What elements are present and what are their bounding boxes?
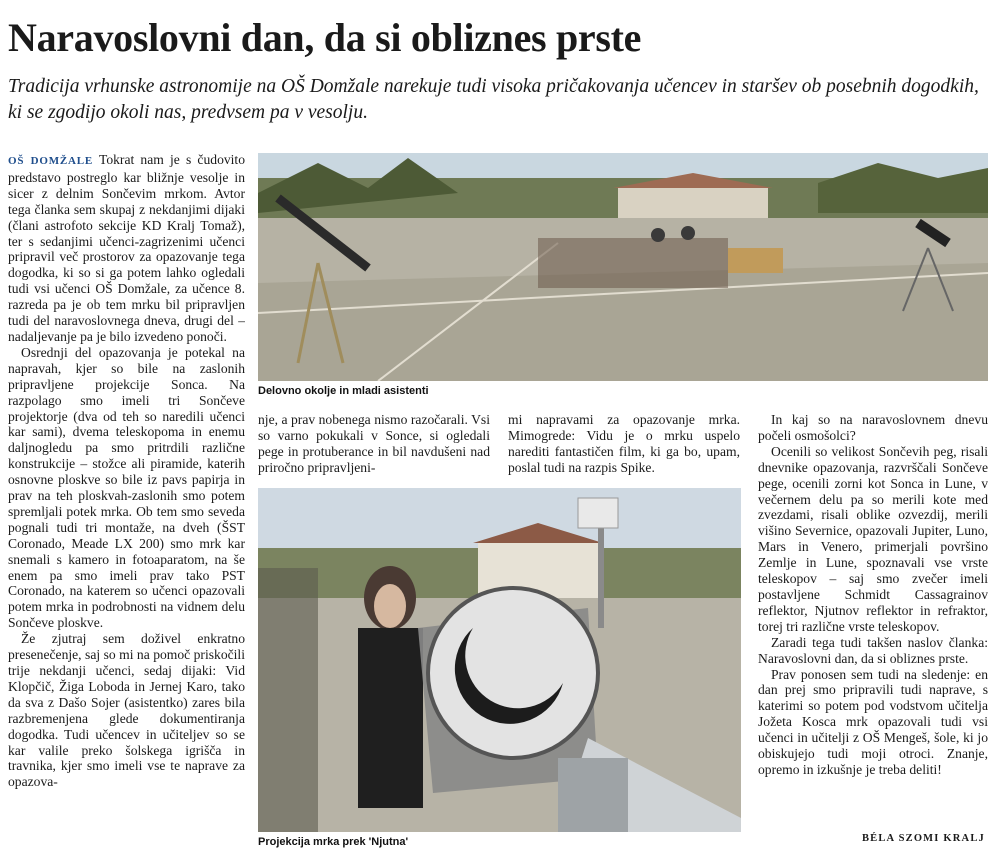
article-lead: Tradicija vrhunske astronomije na OŠ Domžale narekuje tudi visoka pričakovanja učencev in staršev ob posebnih dogodkih, ki se zgodijo okoli nas, predvsem pa v vesolju. — [8, 76, 979, 123]
paragraph: Prav ponosen sem tudi na sledenje: en dan prej smo pripravili tudi naprave, s katerimi so potem pod vodstvom učitelja Jožeta Kosca mrk opazovali tudi vsi učenci in učitelji z OŠ Mengeš, šole, ki jo obiskujejo tudi moji otroci. Znanje, opremo in izkušnje je treba deliti! — [758, 666, 988, 777]
paragraph: Ocenili so velikost Sončevih peg, risali dnevnike opazovanja, razvrščali Sončeve pege, ocenili zorni kot Sonca in Lune, v večernem delu pa so merili kote med zvezdami, risali oblike ozvezdij, merili višino Severnice, opazovali Jupiter, Luno, Mars in Venero, primerjali površino Zemlje in Lune, spoznavali vse vrste teleskopov – saj smo zvečer imeli postavljene Schmidt Cassagrainov reflektor, Njutnov reflektor in refraktor, torej tri različne vrste teleskopov. — [758, 443, 988, 634]
location-label: OŠ DOMŽALE — [8, 155, 94, 167]
article-column-1 — [8, 152, 245, 852]
paragraph: Že zjutraj sem doživel enkratno presenečenje, saj so mi na pomoč priskočili trije nekdanji učenci, sedaj dijaki: Vid Klopčič, Žiga Loboda in Jernej Karo, tako da sva z Dašo Sojer (asistentko) zares bila razbremenjena glede dokumentiranja dogodka. Tudi učencev in učiteljev so se kar valile preko šolskega igrišča in travnika, kjer smo imeli vse te naprave za opazova- — [8, 631, 245, 790]
paragraph: In kaj so na naravoslovnem dnevu počeli osmošolci? — [758, 412, 988, 443]
paragraph: nje, a prav nobenega nismo razočarali. Vsi so varno pokukali v Sonce, si ogledali pege in protuberance in bil navdušeni nad priročno pripravljeni- — [258, 412, 490, 475]
paragraph: OŠ DOMŽALE Tokrat nam je s čudovito predstavo postreglo kar bližnje vesolje in sicer z delnim Sončevim mrkom. Avtor tega članka sem skupaj z nekdanjimi dijaki (člani astrofoto sekcije KD Kralj Tomaž), ter s sedanjimi učenci-zagrizenimi učenci pripravil več prostorov za opazovanje tega dogodka, ki so si ga potem lahko ogledali tudi vsi učenci OŠ Domžale, za učence 8. razreda pa je ob tem mrku bil pripravljen tudi del naravoslovnega dneva, drugi del – nadaljevanje pa je bilo izvedeno ponoči. — [8, 152, 245, 344]
paragraph: Zaradi tega tudi takšen naslov članka: Naravoslovni dan, da si obliznes prste. — [758, 634, 988, 666]
author-byline: BÉLA SZOMI KRALJ — [861, 833, 985, 844]
photo-observation-field — [258, 153, 988, 381]
article-headline: Naravoslovni dan, da si obliznes prste — [8, 15, 642, 60]
photo-caption-2: Projekcija mrka prek 'Njutna' — [258, 836, 409, 848]
article-column-2 — [258, 412, 490, 476]
photo-eclipse-projection — [258, 488, 741, 832]
paragraph: Osrednji del opazovanja je potekal na napravah, kjer so bile na zaslonih pripravljene projekcije Sonca. Na razpolago smo imeli tri Sončeve projektorje (dva od teh so naredili učenci kar sami), dvema teleskopoma in enemu daljnogledu pa smo pritrdili različne konstrukcije – stožce ali piramide, katerih osnovne ploskve so bile iz pavs papirja in prav na teh ploskvah-zaslonih smo potem spremljali potek mrka. Ob tem smo seveda pognali tudi tri montaže, na dveh (ŠST Coronado, Meade LX 200) smo mrk kar snemali s kamero in fotoaparatom, na še enem pa smo imeli prav tako PST Coronado, na katerem so učenci opazovali potem mrka in podrobnosti na vidnem delu Sončeve ploskve. — [8, 344, 245, 631]
article-column-4 — [758, 412, 988, 832]
paragraph: mi napravami za opazovanje mrka. Mimogrede: Vidu je o mrku uspelo narediti fantastičen film, ki ga bo, upam, poslal tudi na razpis Spike. — [508, 412, 740, 475]
article-column-3 — [508, 412, 740, 476]
photo-caption-1: Delovno okolje in mladi asistenti — [258, 385, 429, 397]
